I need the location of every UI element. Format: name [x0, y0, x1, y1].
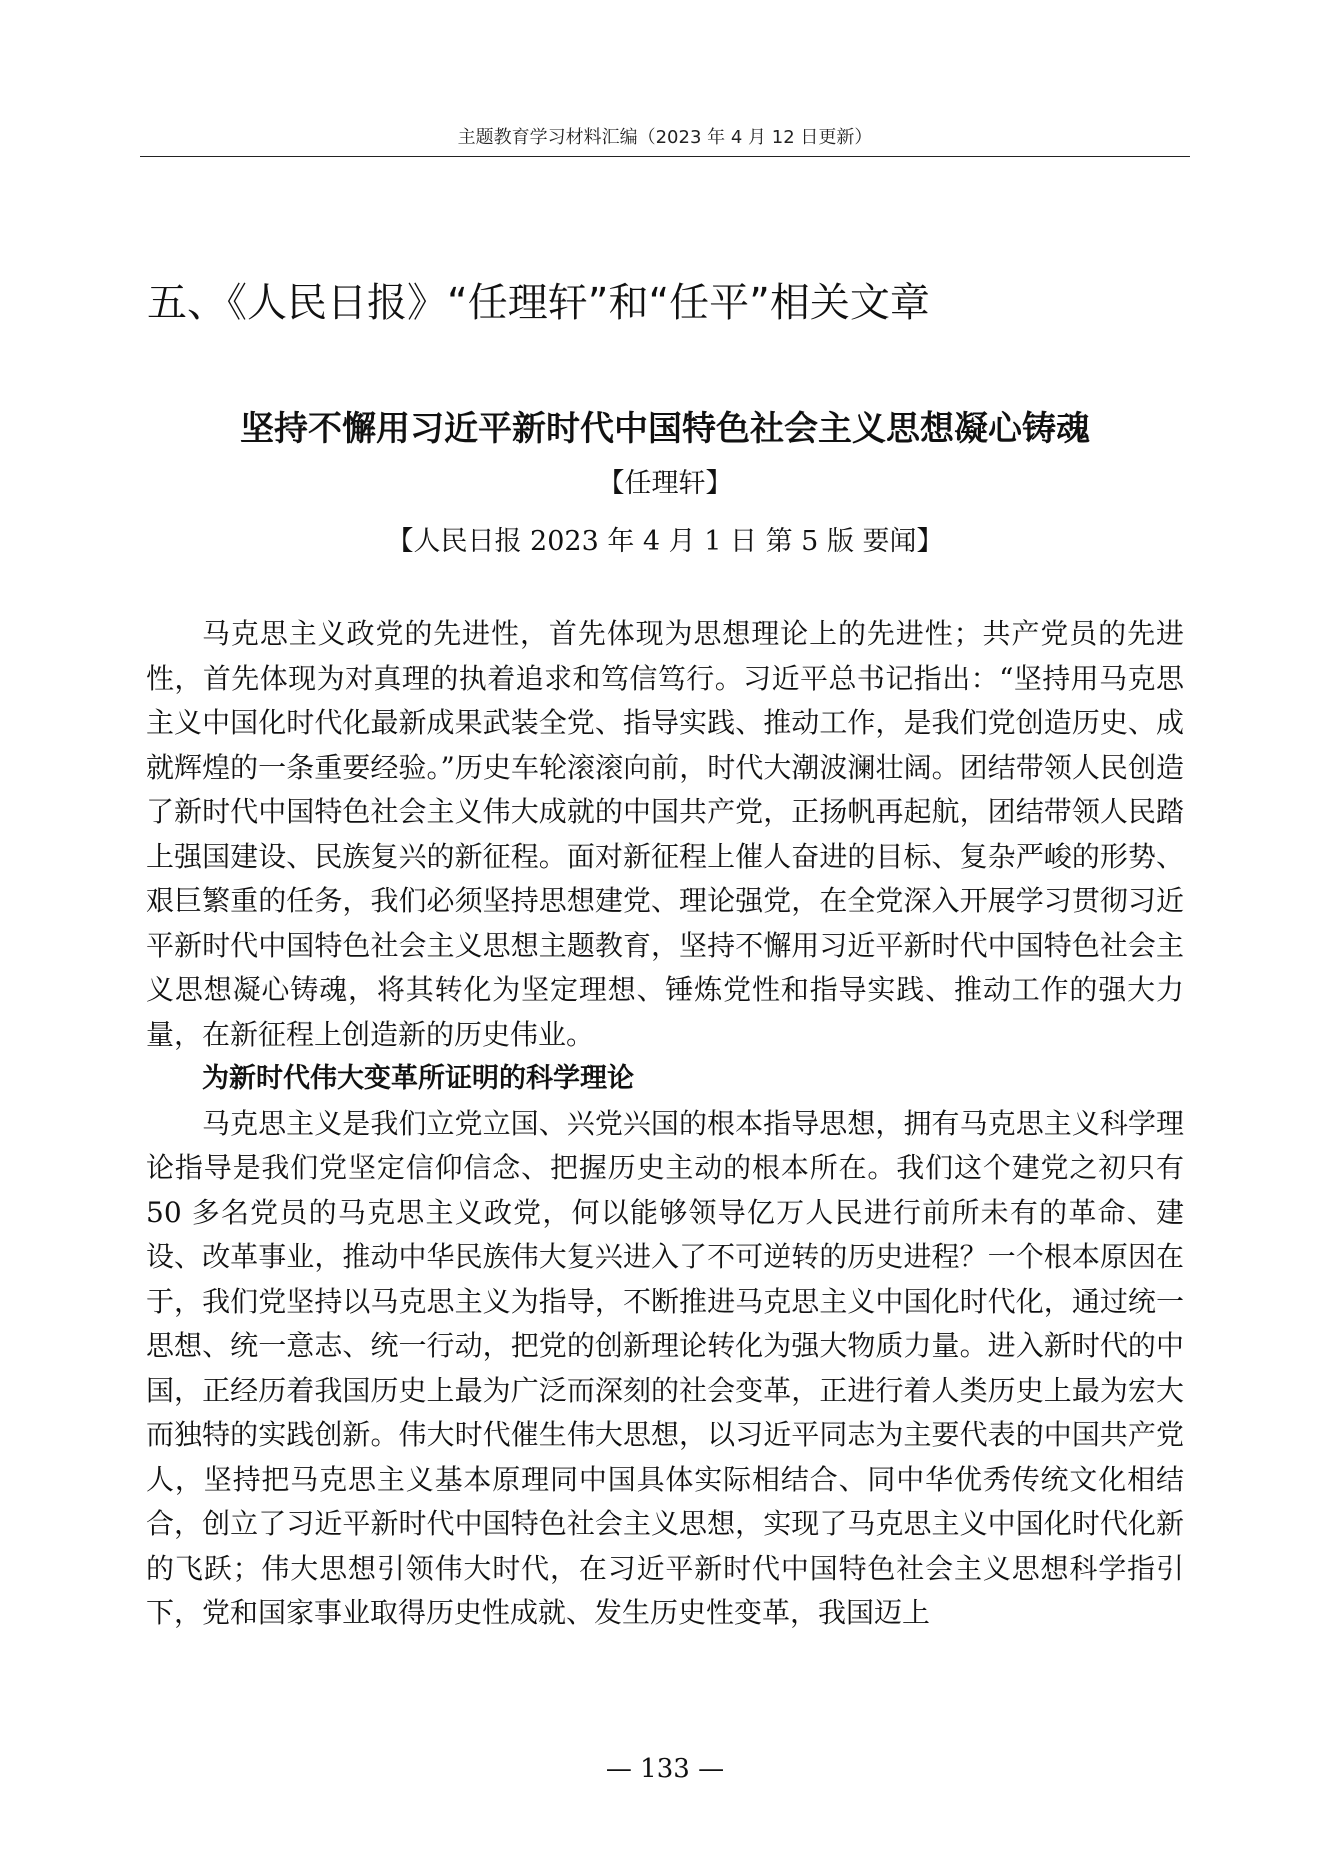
- page-number: — 133 —: [605, 1754, 725, 1784]
- article-author: 【任理轩】: [597, 468, 733, 499]
- article-source: 【人民日报 2023 年 4 月 1 日 第 5 版 要闻】: [386, 526, 944, 557]
- article-body: [146, 612, 1184, 1636]
- paragraph-2: 马克思主义是我们立党立国、兴党兴国的根本指导思想，拥有马克思主义科学理论指导是我们党坚定信仰信念、把握历史主动的根本所在。我们这个建党之初只有 50 多名党员的马克思主义政党，何以能够领导亿万人民进行前所未有的革命、建设、改革事业，推动中华民族伟大复兴进入了不可逆转的历史进程？一个根本原因在于，我们党坚持以马克思主义为指导，不断推进马克思主义中国化时代化，通过统一思想、统一意志、统一行动，把党的创新理论转化为强大物质力量。进入新时代的中国，正经历着我国历史上最为广泛而深刻的社会变革，正进行着人类历史上最为宏大而独特的实践创新。伟大时代催生伟大思想，以习近平同志为主要代表的中国共产党人，坚持把马克思主义基本原理同中国具体实际相结合、同中华优秀传统文化相结合，创立了习近平新时代中国特色社会主义思想，实现了马克思主义中国化时代化新的飞跃；伟大思想引领伟大时代，在习近平新时代中国特色社会主义思想科学指引下，党和国家事业取得历史性成就、发生历史性变革，我国迈上: [146, 1106, 1184, 1629]
- running-header: 主题教育学习材料汇编（2023 年 4 月 12 日更新）: [457, 127, 873, 148]
- paragraph-1: 马克思主义政党的先进性，首先体现为思想理论上的先进性；共产党员的先进性，首先体现为对真理的执着追求和笃信笃行。习近平总书记指出：“坚持用马克思主义中国化时代化最新成果武装全党、指导实践、推动工作，是我们党创造历史、成就辉煌的一条重要经验。”历史车轮滚滚向前，时代大潮波澜壮阔。团结带领人民创造了新时代中国特色社会主义伟大成就的中国共产党，正扬帆再起航，团结带领人民踏上强国建设、民族复兴的新征程。面对新征程上催人奋进的目标、复杂严峻的形势、艰巨繁重的任务，我们必须坚持思想建党、理论强党，在全党深入开展学习贯彻习近平新时代中国特色社会主义思想主题教育，坚持不懈用习近平新时代中国特色社会主义思想凝心铸魂，将其转化为坚定理想、锤炼党性和指导实践、推动工作的强大力量，在新征程上创造新的历史伟业。: [146, 617, 1184, 1051]
- article-title: 坚持不懈用习近平新时代中国特色社会主义思想凝心铸魂: [240, 409, 1090, 449]
- subheading-1: 为新时代伟大变革所证明的科学理论: [202, 1063, 634, 1094]
- section-heading: 五、《人民日报》“任理轩”和“任平”相关文章: [147, 280, 930, 326]
- header-divider: [140, 156, 1190, 157]
